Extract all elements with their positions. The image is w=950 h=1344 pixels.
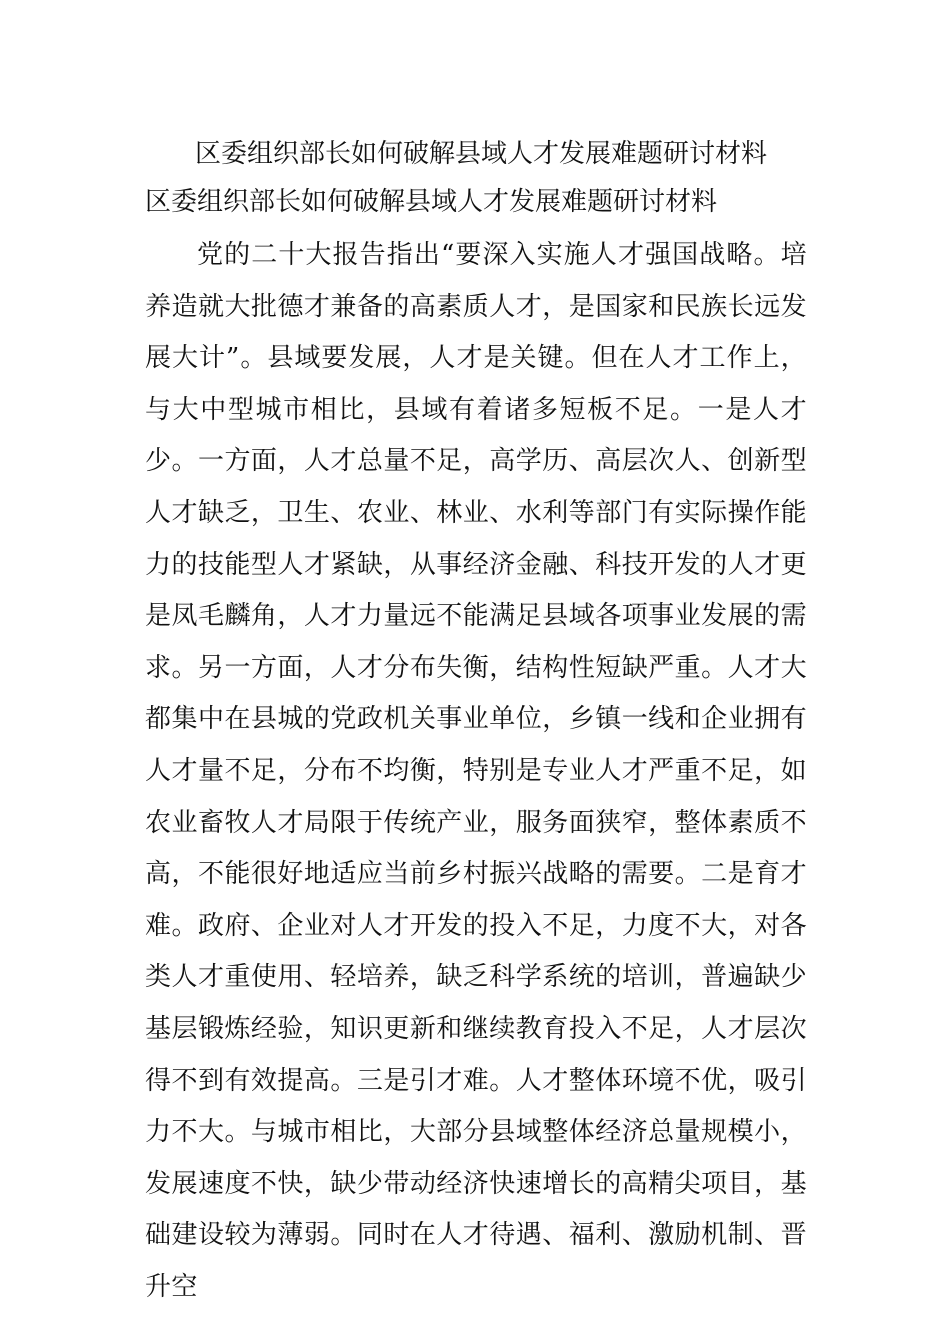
document-subtitle: 区委组织部长如何破解县域人才发展难题研讨材料 <box>145 187 718 217</box>
document-title: 区委组织部长如何破解县域人才发展难题研讨材料 <box>195 139 768 169</box>
body-paragraph: 党的二十大报告指出“要深入实施人才强国战略。培养造就大批德才兼备的高素质人才，是国家和民族长远发展大计”。县域要发展，人才是关键。但在人才工作上，与大中型城市相比，县域有着诸多短板不足。一是人才少。一方面，人才总量不足，高学历、高层次人、创新型人才缺乏，卫生、农业、林业、水利等部门有实际操作能力的技能型人才紧缺，从事经济金融、科技开发的人才更是凤毛麟角，人才力量远不能满足县域各项事业发展的需求。另一方面，人才分布失衡，结构性短缺严重。人才大都集中在县城的党政机关事业单位，乡镇一线和企业拥有人才量不足，分布不均衡，特别是专业人才严重不足，如农业畜牧人才局限于传统产业，服务面狭窄，整体素质不高，不能很好地适应当前乡村振兴战略的需要。二是育才难。政府、企业对人才开发的投入不足，力度不大，对各类人才重使用、轻培养，缺乏科学系统的培训，普遍缺少基层锻炼经验，知识更新和继续教育投入不足，人才层次得不到有效提高。三是引才难。人才整体环境不优，吸引力不大。与城市相比，大部分县域整体经济总量规模小，发展速度不快，缺少带动经济快速增长的高精尖项目，基础建设较为薄弱。同时在人才待遇、福利、激励机制、晋升空 <box>145 240 807 1302</box>
